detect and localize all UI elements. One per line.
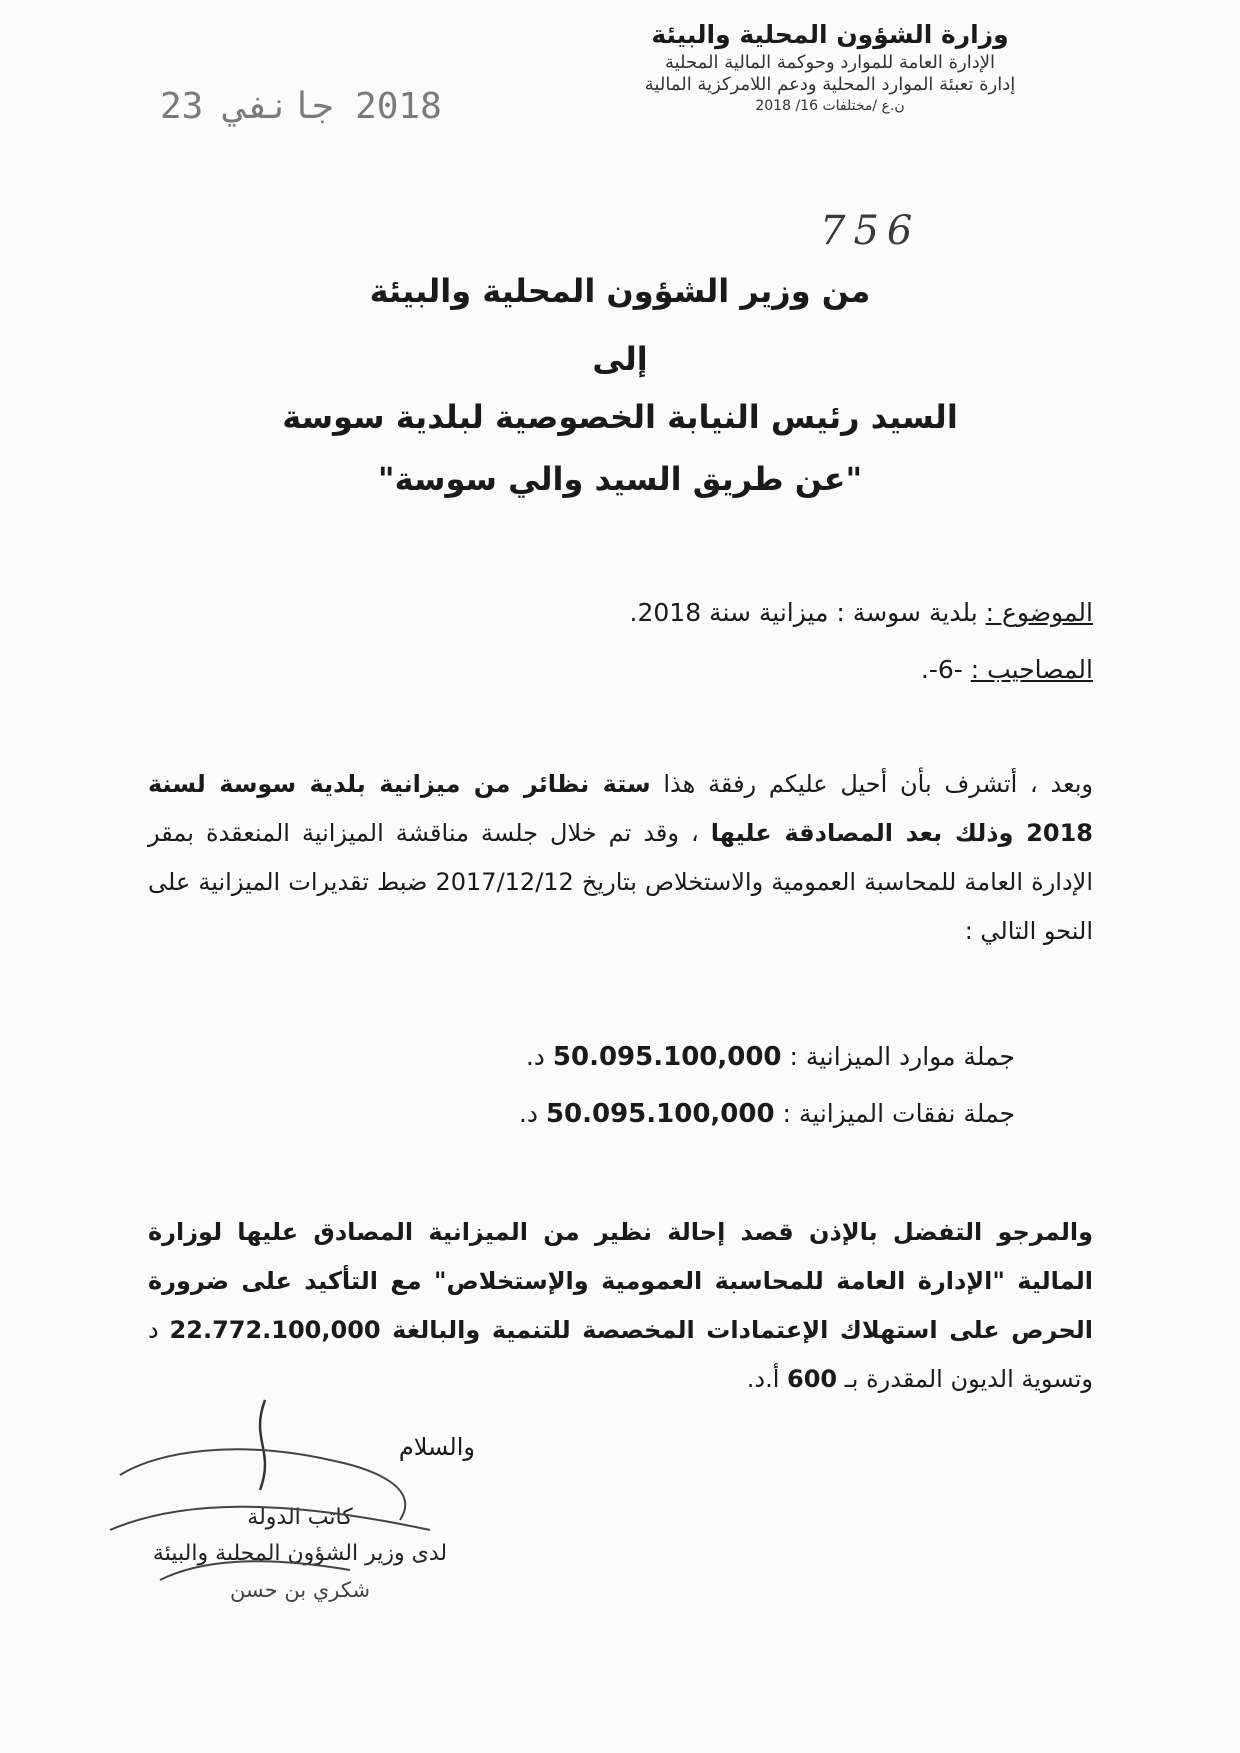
resources-label: جملة موارد الميزانية : xyxy=(789,1042,1015,1071)
expenses-unit: د. xyxy=(518,1099,538,1128)
attachments-text: -6-. xyxy=(920,655,963,684)
para1-intro: وبعد ، أتشرف بأن أحيل عليكم رفقة هذا xyxy=(650,770,1093,798)
expenses-label: جملة نفقات الميزانية : xyxy=(782,1099,1015,1128)
directorate-general: الإدارة العامة للموارد وحوكمة المالية المحلية xyxy=(664,52,996,73)
addressee-line: السيد رئيس النيابة الخصوصية لبلدية سوسة xyxy=(282,398,958,436)
signatory-name: شكري بن حسن xyxy=(229,1578,371,1602)
via-line: "عن طريق السيد والي سوسة" xyxy=(377,460,863,498)
para2-unit: أ.د. xyxy=(746,1365,787,1393)
attachments-line xyxy=(921,655,1093,684)
para1-rest: ، وقد تم خلال جلسة مناقشة الميزانية المنعقدة بمقر الإدارة العامة للمحاسبة العمومية والاستخلاص بتاريخ 2017/12/12 ضبط تقديرات الميزانية على النحو التالي : xyxy=(148,819,1093,945)
signatory-subtitle: لدى وزير الشؤون المحلية والبيئة xyxy=(152,1541,448,1566)
total-expenses xyxy=(519,1099,1015,1129)
para1-bold: ستة نظائر من ميزانية بلدية سوسة لسنة 2018 وذلك بعد المصادقة عليها xyxy=(148,770,1093,847)
para2-main: والمرجو التفضل بالإذن قصد إحالة نظير من الميزانية المصادق عليها لوزارة المالية "الإدارة العامة للمحاسبة العمومية والإستخلاص" مع التأكيد على ضرورة الحرص على استهلاك الإعتمادات المخصصة للتنمية والبالغة xyxy=(148,1218,1093,1344)
letterhead xyxy=(570,18,1090,116)
to-line: إلى xyxy=(592,340,648,378)
subject-line xyxy=(630,598,1093,627)
para2-mid: د وتسوية الديون المقدرة بـ xyxy=(148,1316,1093,1393)
ministry-name: وزارة الشؤون المحلية والبيئة xyxy=(651,20,1009,49)
date-stamp: 2018 جانفي 23 xyxy=(160,86,442,127)
sender-line: من وزير الشؤون المحلية والبيئة xyxy=(369,272,871,310)
resources-unit: د. xyxy=(525,1042,545,1071)
subject-text: بلدية سوسة : ميزانية سنة 2018. xyxy=(629,598,978,627)
para2-amount: 22.772.100,000 xyxy=(169,1316,381,1344)
department-name: إدارة تعبئة الموارد المحلية ودعم اللامركزية المالية xyxy=(644,74,1016,95)
reference-number: ن.ع /مختلفات 16/ 2018 xyxy=(755,98,905,114)
signatory-title: كاتب الدولة xyxy=(247,1505,353,1530)
handwritten-signature xyxy=(100,1380,530,1660)
subject-label: الموضوع : xyxy=(985,598,1093,627)
closing-salutation: والسلام xyxy=(398,1433,475,1461)
document-number: 756 xyxy=(820,208,921,254)
total-resources xyxy=(526,1042,1015,1072)
body-paragraph-2 xyxy=(148,1208,1093,1404)
para2-debt: 600 xyxy=(787,1365,838,1393)
body-paragraph-1 xyxy=(148,760,1093,956)
expenses-value: 50.095.100,000 xyxy=(545,1099,775,1129)
attachments-label: المصاحيب : xyxy=(970,655,1093,684)
resources-value: 50.095.100,000 xyxy=(552,1042,782,1072)
